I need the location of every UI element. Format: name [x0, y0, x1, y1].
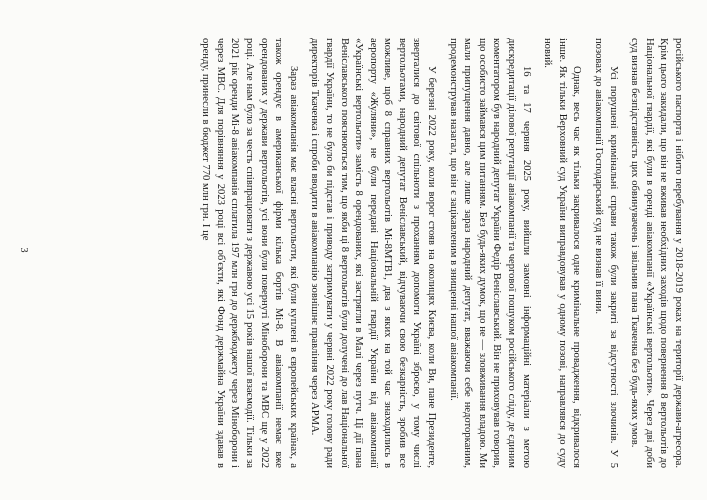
paragraph-1: російського паспорта і нібито перебування у 2018-2019 роках на території держави-агресора. Крім цього закидали, що він не вживав необхідних заходів щодо повернення 8 вертольотів до Національної гвардії, які були в оренді авіакомпанії «Українські вертольоти». Через дві доби суд визнав безпідставність цих обвинувачень і звільнив пана Ткаченка без будь-яких умов.	[629, 38, 684, 468]
paragraph-5: У березні 2022 року, коли ворог стояв на околицях Києва, коли Ви, пане Президенте, зверталися до світової спільноти з проханням допомоги Україні зброєю, у тому числі вертольотами, народний депутат Веніславський, відчуваючи свою безкарність, зробив все можливе, щоб 8 справних вертольотів Мі-8МТВ1, два з яких на той час знаходились в аеропорту «Жуляни», не були передані Національній гвардії України від авіакомпанії «Українські вертольоти» замість 8 орендованих, які застрягли в Малі через путч. Ці дії пана Веніславського пояснюються тим, що якби ці 8 вертольотів були долучені до лав Національної гвардії України, то не було би підстав і приводу затримувати у червні 2022 року голову ради директорів Ткаченка і спроби вводити в авіакомпанію зовнішнє правління через АРМА.	[309, 38, 438, 468]
paragraph-3: Однак, весь час як тільки закривалося одне кримінальне провадження, відкривалося інше. Як тільки Верховний суд України виправдовував у одному позові, направлявся до суду новий.	[542, 38, 583, 468]
paragraph-4: 16 та 17 червня 2025 року, вийшли замовні інформаційні матеріали з метою дискредитації ділової репутації авіакомпанії та чергової пошуком російського сліду, де єдиним коментатором був народний депутат України Федір Веніславський. Він не приховував говорив, що особисто займався цим питанням. Без будь-яких думок, що не — зловживання владою. Ми мали припущення давно, але лише зараз народний депутат, вважаючи себе недоторканим, продемонстрував назагал, що він є зацікавленим в знищенні нашої авіакомпанії.	[447, 38, 532, 468]
paragraph-2: Усі порушені кримінальні справи також були закриті за відсутності злочинів. У 5 позовах до авіакомпанії Господарський суд не визнав її вини.	[593, 38, 619, 468]
paragraph-6: Зараз авіакомпанія має власні вертольоти, які були куплені в європейських країнах, а також орендує в американської фірми кілька бортів Мі-8. В авіакомпанії немає вже орендованих у держави вертольотів, усі вони були повернуті Міноборони та МВС ще у 2022 році. Але нам було за честь співпрацювати з державою усі 15 років нашої взаємодії. Тільки за 2021 рік оренди Мі-8 авіакомпанія сплатила 197 млн грн до держбюджету через Міноборони і через МВС. Для порівняння у 2023 році всі об'єкти, які Фонд держмайна України здавав в оренду, принесли в бюджет 770 млн грн. І це	[200, 38, 299, 468]
page-number: 3	[18, 247, 29, 253]
document-body	[191, 38, 685, 468]
